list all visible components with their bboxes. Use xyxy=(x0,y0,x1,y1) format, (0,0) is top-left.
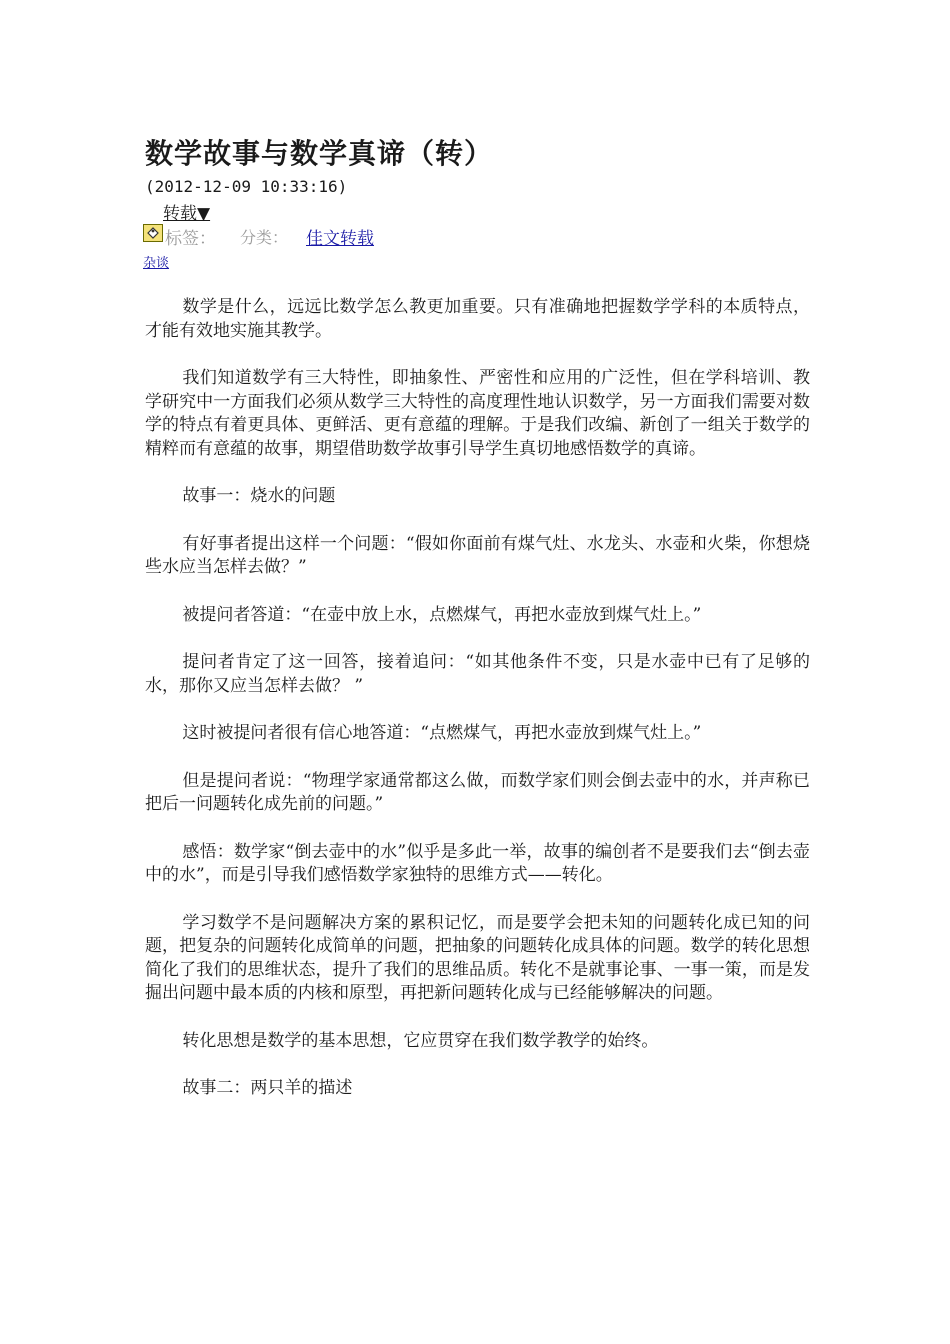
paragraph: 学习数学不是问题解决方案的累积记忆，而是要学会把未知的问题转化成已知的问题，把复杂的问题转化成简单的问题，把抽象的问题转化成具体的问题。数学的转化思想简化了我们的思维状态，提升了我们的思维品质。转化不是就事论事、一事一策，而是发掘出问题中最本质的内核和原型，再把新问题转化成与已经能够解决的问题。 xyxy=(145,912,810,1003)
paragraph: 提问者肯定了这一回答，接着追问：“如其他条件不变，只是水壶中已有了足够的水，那你又应当怎样去做？ ” xyxy=(145,652,810,696)
paragraph: 转化思想是数学的基本思想，它应贯穿在我们数学教学的始终。 xyxy=(182,1030,659,1051)
category-link[interactable]: 佳文转载 xyxy=(306,229,374,249)
paragraph: 感悟：数学家“倒去壶中的水”似乎是多此一举，故事的编创者不是要我们去“倒去壶中的水”，而是引导我们感悟数学家独特的思维方式——转化。 xyxy=(145,841,810,885)
paragraph: 有好事者提出这样一个问题：“假如你面前有煤气灶、水龙头、水壶和火柴，你想烧些水应当怎样去做？” xyxy=(145,533,810,577)
article-body xyxy=(145,296,810,1125)
paragraph: 数学是什么，远远比数学怎么教更加重要。只有准确地把握数学学科的本质特点，才能有效地实施其教学。 xyxy=(145,297,810,341)
paragraph: 被提问者答道：“在壶中放上水，点燃煤气，再把水壶放到煤气灶上。” xyxy=(182,604,702,625)
repost-link[interactable]: 转载▼ xyxy=(163,204,211,224)
story-heading: 故事一：烧水的问题 xyxy=(182,486,336,506)
category-label: 分类： xyxy=(240,228,289,247)
article-datetime: (2012-12-09 10:33:16) xyxy=(145,177,348,196)
article-title: 数学故事与数学真谛（转） xyxy=(145,137,494,170)
story-heading: 故事二：两只羊的描述 xyxy=(182,1078,353,1098)
tag-icon xyxy=(143,224,163,242)
tag-link[interactable]: 杂谈 xyxy=(143,256,170,271)
tags-label: 标签： xyxy=(165,229,216,249)
paragraph: 我们知道数学有三大特性，即抽象性、严密性和应用的广泛性，但在学科培训、教学研究中一方面我们必须从数学三大特性的高度理性地认识数学，另一方面我们需要对数学的特点有着更具体、更鲜活、更有意蕴的理解。于是我们改编、新创了一组关于数学的精粹而有意蕴的故事，期望借助数学故事引导学生真切地感悟数学的真谛。 xyxy=(145,368,810,459)
paragraph: 但是提问者说：“物理学家通常都这么做，而数学家们则会倒去壶中的水，并声称已把后一问题转化成先前的问题。” xyxy=(145,770,810,814)
paragraph: 这时被提问者很有信心地答道：“点燃煤气，再把水壶放到煤气灶上。” xyxy=(182,723,702,743)
